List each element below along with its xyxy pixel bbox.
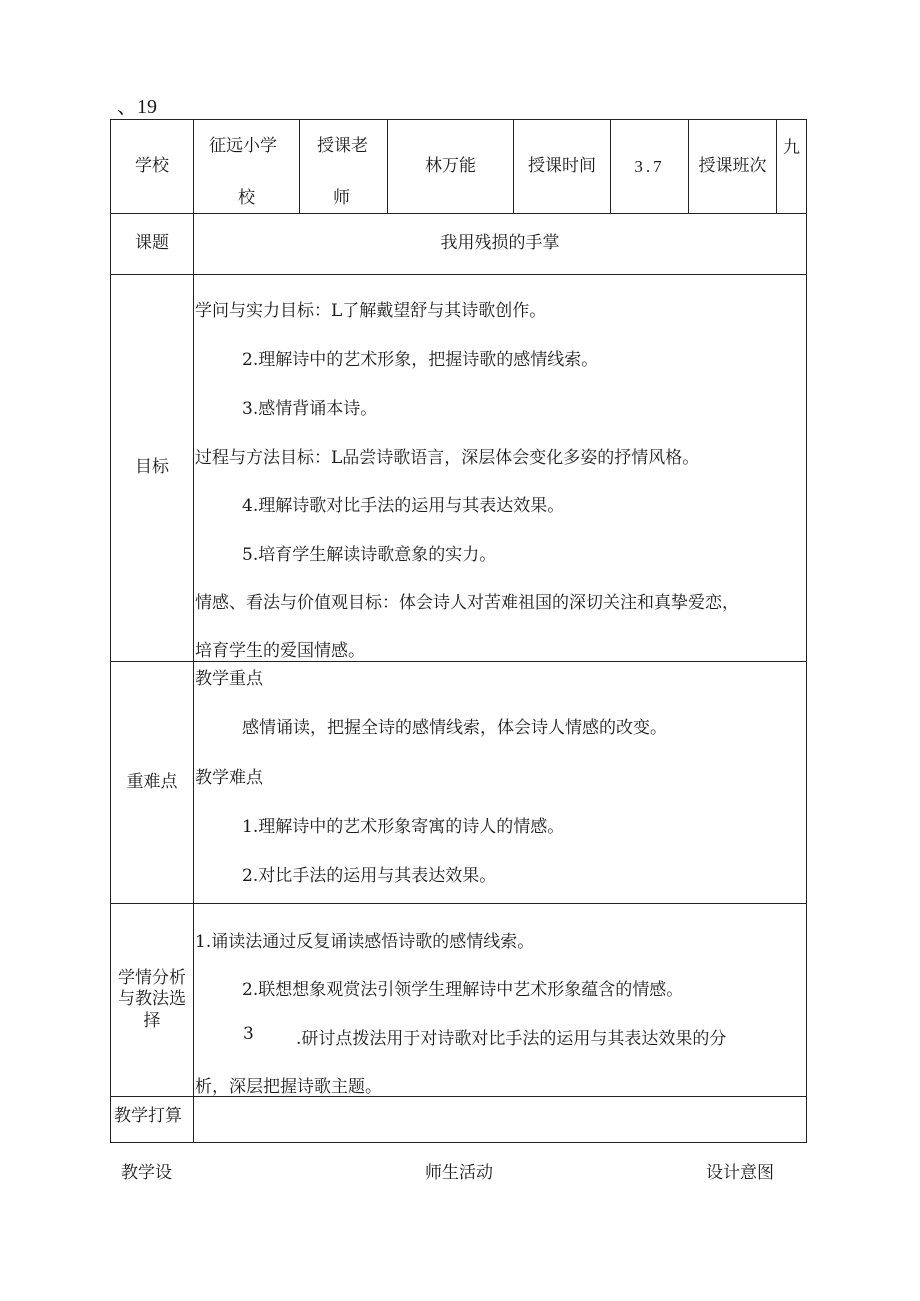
analysis-line-number: 3 (243, 1024, 254, 1044)
key-points-line: 教学难点 (195, 768, 263, 788)
analysis-line: 析，深层把握诗歌主题。 (195, 1077, 382, 1097)
goals-line: 过程与方法目标：L品尝诗歌语言，深层体会变化多姿的抒情风格。 (195, 448, 700, 468)
goals-line: 情感、看法与价值观目标：体会诗人对苦难祖国的深切关注和真挚爱恋， (195, 593, 739, 613)
analysis-line: 1.诵读法通过反复诵读感悟诗歌的感情线索。 (195, 932, 535, 952)
teacher-value: 林万能 (425, 155, 476, 176)
time-label: 授课时间 (528, 155, 596, 176)
footer-intent-label: 设计意图 (706, 1163, 774, 1183)
goals-line: 5.培育学生解读诗歌意象的实力。 (242, 545, 497, 565)
goals-line: 学问与实力目标：L了解戴望舒与其诗歌创作。 (195, 301, 547, 321)
key-points-line: 2.对比手法的运用与其表达效果。 (242, 866, 497, 886)
footer-activity-label: 师生活动 (425, 1163, 493, 1183)
row-divider (110, 274, 807, 275)
class-value: 九 (783, 138, 800, 158)
page-number: 、19 (117, 96, 157, 118)
teacher-label-line1: 授课老 (317, 136, 368, 156)
plan-label: 教学打算 (114, 1106, 182, 1126)
goals-line: 2.理解诗中的艺术形象，把握诗歌的感情线索。 (242, 350, 599, 370)
header-divider (299, 119, 300, 214)
topic-value: 我用残损的手掌 (440, 233, 560, 254)
table-border-bottom (110, 1142, 807, 1143)
header-divider (776, 119, 777, 214)
analysis-label-line3: 择 (143, 1010, 161, 1031)
analysis-label (111, 904, 193, 1096)
key-points-line: 1.理解诗中的艺术形象寄寓的诗人的情感。 (242, 817, 565, 837)
time-value: 3.7 (634, 156, 665, 176)
row-divider (110, 903, 807, 904)
goals-line: 4.理解诗歌对比手法的运用与其表达效果。 (242, 496, 565, 516)
key-points-label: 重难点 (126, 771, 178, 792)
key-points-line: 教学重点 (195, 669, 263, 689)
class-label: 授课班次 (698, 155, 767, 176)
table-border-right (806, 119, 807, 1143)
school-label: 学校 (135, 155, 169, 176)
analysis-label-line2: 与教法选 (118, 989, 186, 1010)
school-value-line2: 校 (238, 188, 255, 208)
row-divider (110, 661, 807, 662)
topic-label: 课题 (135, 233, 169, 254)
goals-line: 培育学生的爱国情感。 (195, 641, 365, 661)
school-value-line1: 征远小学 (209, 136, 277, 156)
analysis-line: 2.联想想象观赏法引领学生理解诗中艺术形象蕴含的情感。 (242, 980, 684, 1000)
goals-label: 目标 (135, 457, 169, 478)
analysis-label-line1: 学情分析 (118, 968, 186, 989)
goals-line: 3.感情背诵本诗。 (242, 399, 378, 419)
analysis-line: .研讨点拨法用于对诗歌对比手法的运用与其表达效果的分 (296, 1029, 727, 1049)
key-points-line: 感情诵读，把握全诗的感情线索，体会诗人情感的改变。 (242, 718, 667, 738)
teacher-label-line2: 师 (333, 188, 350, 208)
footer-design-label: 教学设 (121, 1163, 172, 1183)
